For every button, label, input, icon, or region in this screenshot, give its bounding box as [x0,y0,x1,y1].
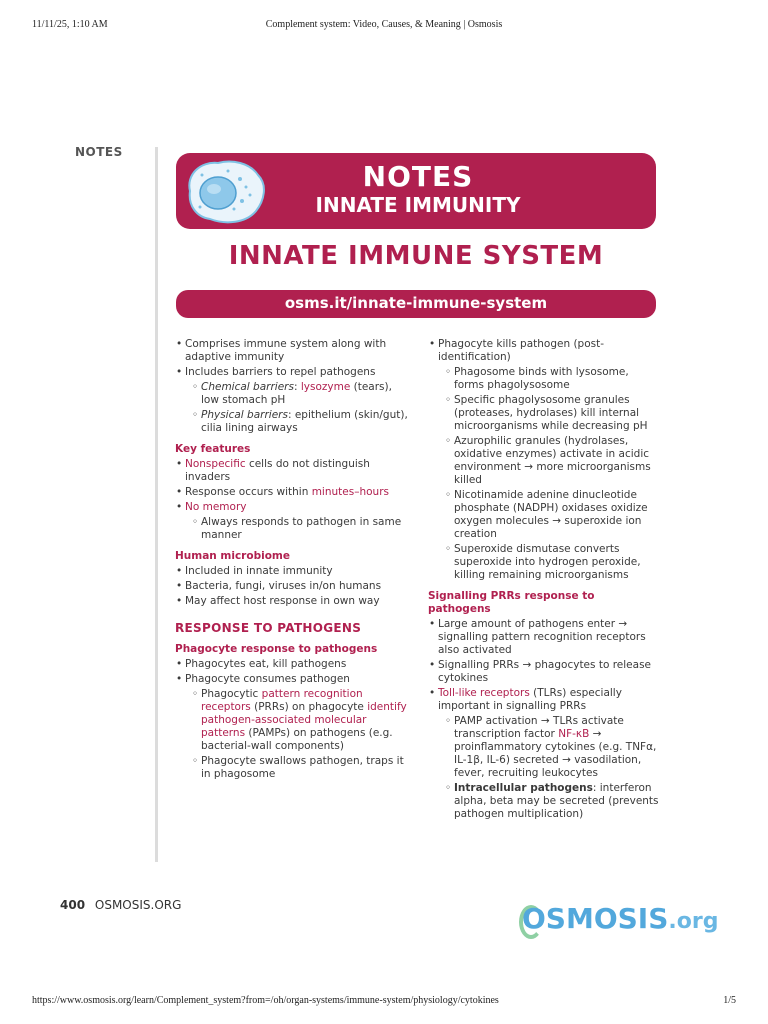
list-item: • Nonspecific cells do not distinguish invaders [175,458,410,484]
print-page-count: 1/5 [723,995,736,1006]
list-item: ◦ Chemical barriers: lysozyme (tears), low stomach pH [175,381,410,407]
page-title: INNATE IMMUNE SYSTEM [228,241,604,271]
list-item: ◦ Superoxide dismutase converts superoxide into hydrogen peroxide, killing remaining microorganisms [428,543,660,582]
list-item: ◦ Nicotinamide adenine dinucleotide phosphate (NADPH) oxidases oxidize oxygen molecules → superoxide ion creation [428,489,660,541]
list-item: ◦ Azurophilic granules (hydrolases, oxidative enzymes) activate in acidic environment → more microorganisms killed [428,435,660,487]
list-item: ◦ Physical barriers: epithelium (skin/gut), cilia lining airways [175,409,410,435]
print-datetime: 11/11/25, 1:10 AM [32,19,108,30]
topic-link[interactable]: osms.it/innate-immune-system [284,294,548,312]
list-item: • Comprises immune system along with adaptive immunity [175,338,410,364]
section-heading: Phagocyte response to pathogens [175,643,378,655]
list-item: • May affect host response in own way [175,595,410,608]
list-item: • Signalling PRRs → phagocytes to release cytokines [428,659,660,685]
print-footer [32,995,736,1006]
footer-site: OSMOSIS.ORG [94,898,182,912]
list-item: • No memory [175,501,410,514]
section-heading: Human microbiome [175,550,290,562]
list-item: • Phagocyte kills pathogen (post-identification) [428,338,660,364]
list-item: • Toll-like receptors (TLRs) especially important in signalling PRRs [428,687,660,713]
banner-title: NOTES [362,160,474,193]
list-item: ◦ Phagocytic pattern recognition receptors (PRRs) on phagocyte identify pathogen-associated molecular patterns (PAMPs) on pathogens (e.g. bacterial-wall components) [175,688,410,753]
banner-subtitle: INNATE IMMUNITY [315,193,521,217]
list-item: ◦ Intracellular pathogens: interferon alpha, beta may be secreted (prevents pathogen multiplication) [428,782,660,821]
print-page-title: Complement system: Video, Causes, & Meaning | Osmosis [265,19,503,30]
list-item: ◦ Always responds to pathogen in same manner [175,516,410,542]
list-item: • Phagocyte consumes pathogen [175,673,410,686]
list-item: ◦ Phagosome binds with lysosome, forms phagolysosome [428,366,660,392]
list-item: ◦ Specific phagolysosome granules (proteases, hydrolases) kill internal microorganisms while decreasing pH [428,394,660,433]
major-heading: RESPONSE TO PATHOGENS [175,621,362,635]
sidebar-notes-label: NOTES [75,145,123,159]
section-heading: Signalling PRRs response to pathogens [428,590,595,615]
section-heading: Key features [175,443,251,455]
page-number: 400 [60,898,86,912]
osmosis-logo: OSMOSIS.org [522,902,719,935]
list-item: • Includes barriers to repel pathogens [175,366,410,379]
left-column [175,338,410,783]
list-item: • Response occurs within minutes–hours [175,486,410,499]
list-item: ◦ PAMP activation → TLRs activate transcription factor NF-κB → proinflammatory cytokines (e.g. TNFα, IL-1β, IL-6) secreted → vasodilation, fever, recruiting leukocytes [428,715,660,780]
list-item: ◦ Phagocyte swallows pathogen, traps it in phagosome [175,755,410,781]
print-url: https://www.osmosis.org/learn/Complement_system?from=/oh/organ-systems/immune-system/physiology/cytokines [32,995,499,1006]
right-column [428,338,660,823]
list-item: • Phagocytes eat, kill pathogens [175,658,410,671]
page-footer [60,898,181,912]
print-header [32,19,736,30]
list-item: • Bacteria, fungi, viruses in/on humans [175,580,410,593]
sidebar-divider [155,147,158,862]
list-item: • Large amount of pathogens enter → signalling pattern recognition receptors also activated [428,618,660,657]
list-item: • Included in innate immunity [175,565,410,578]
